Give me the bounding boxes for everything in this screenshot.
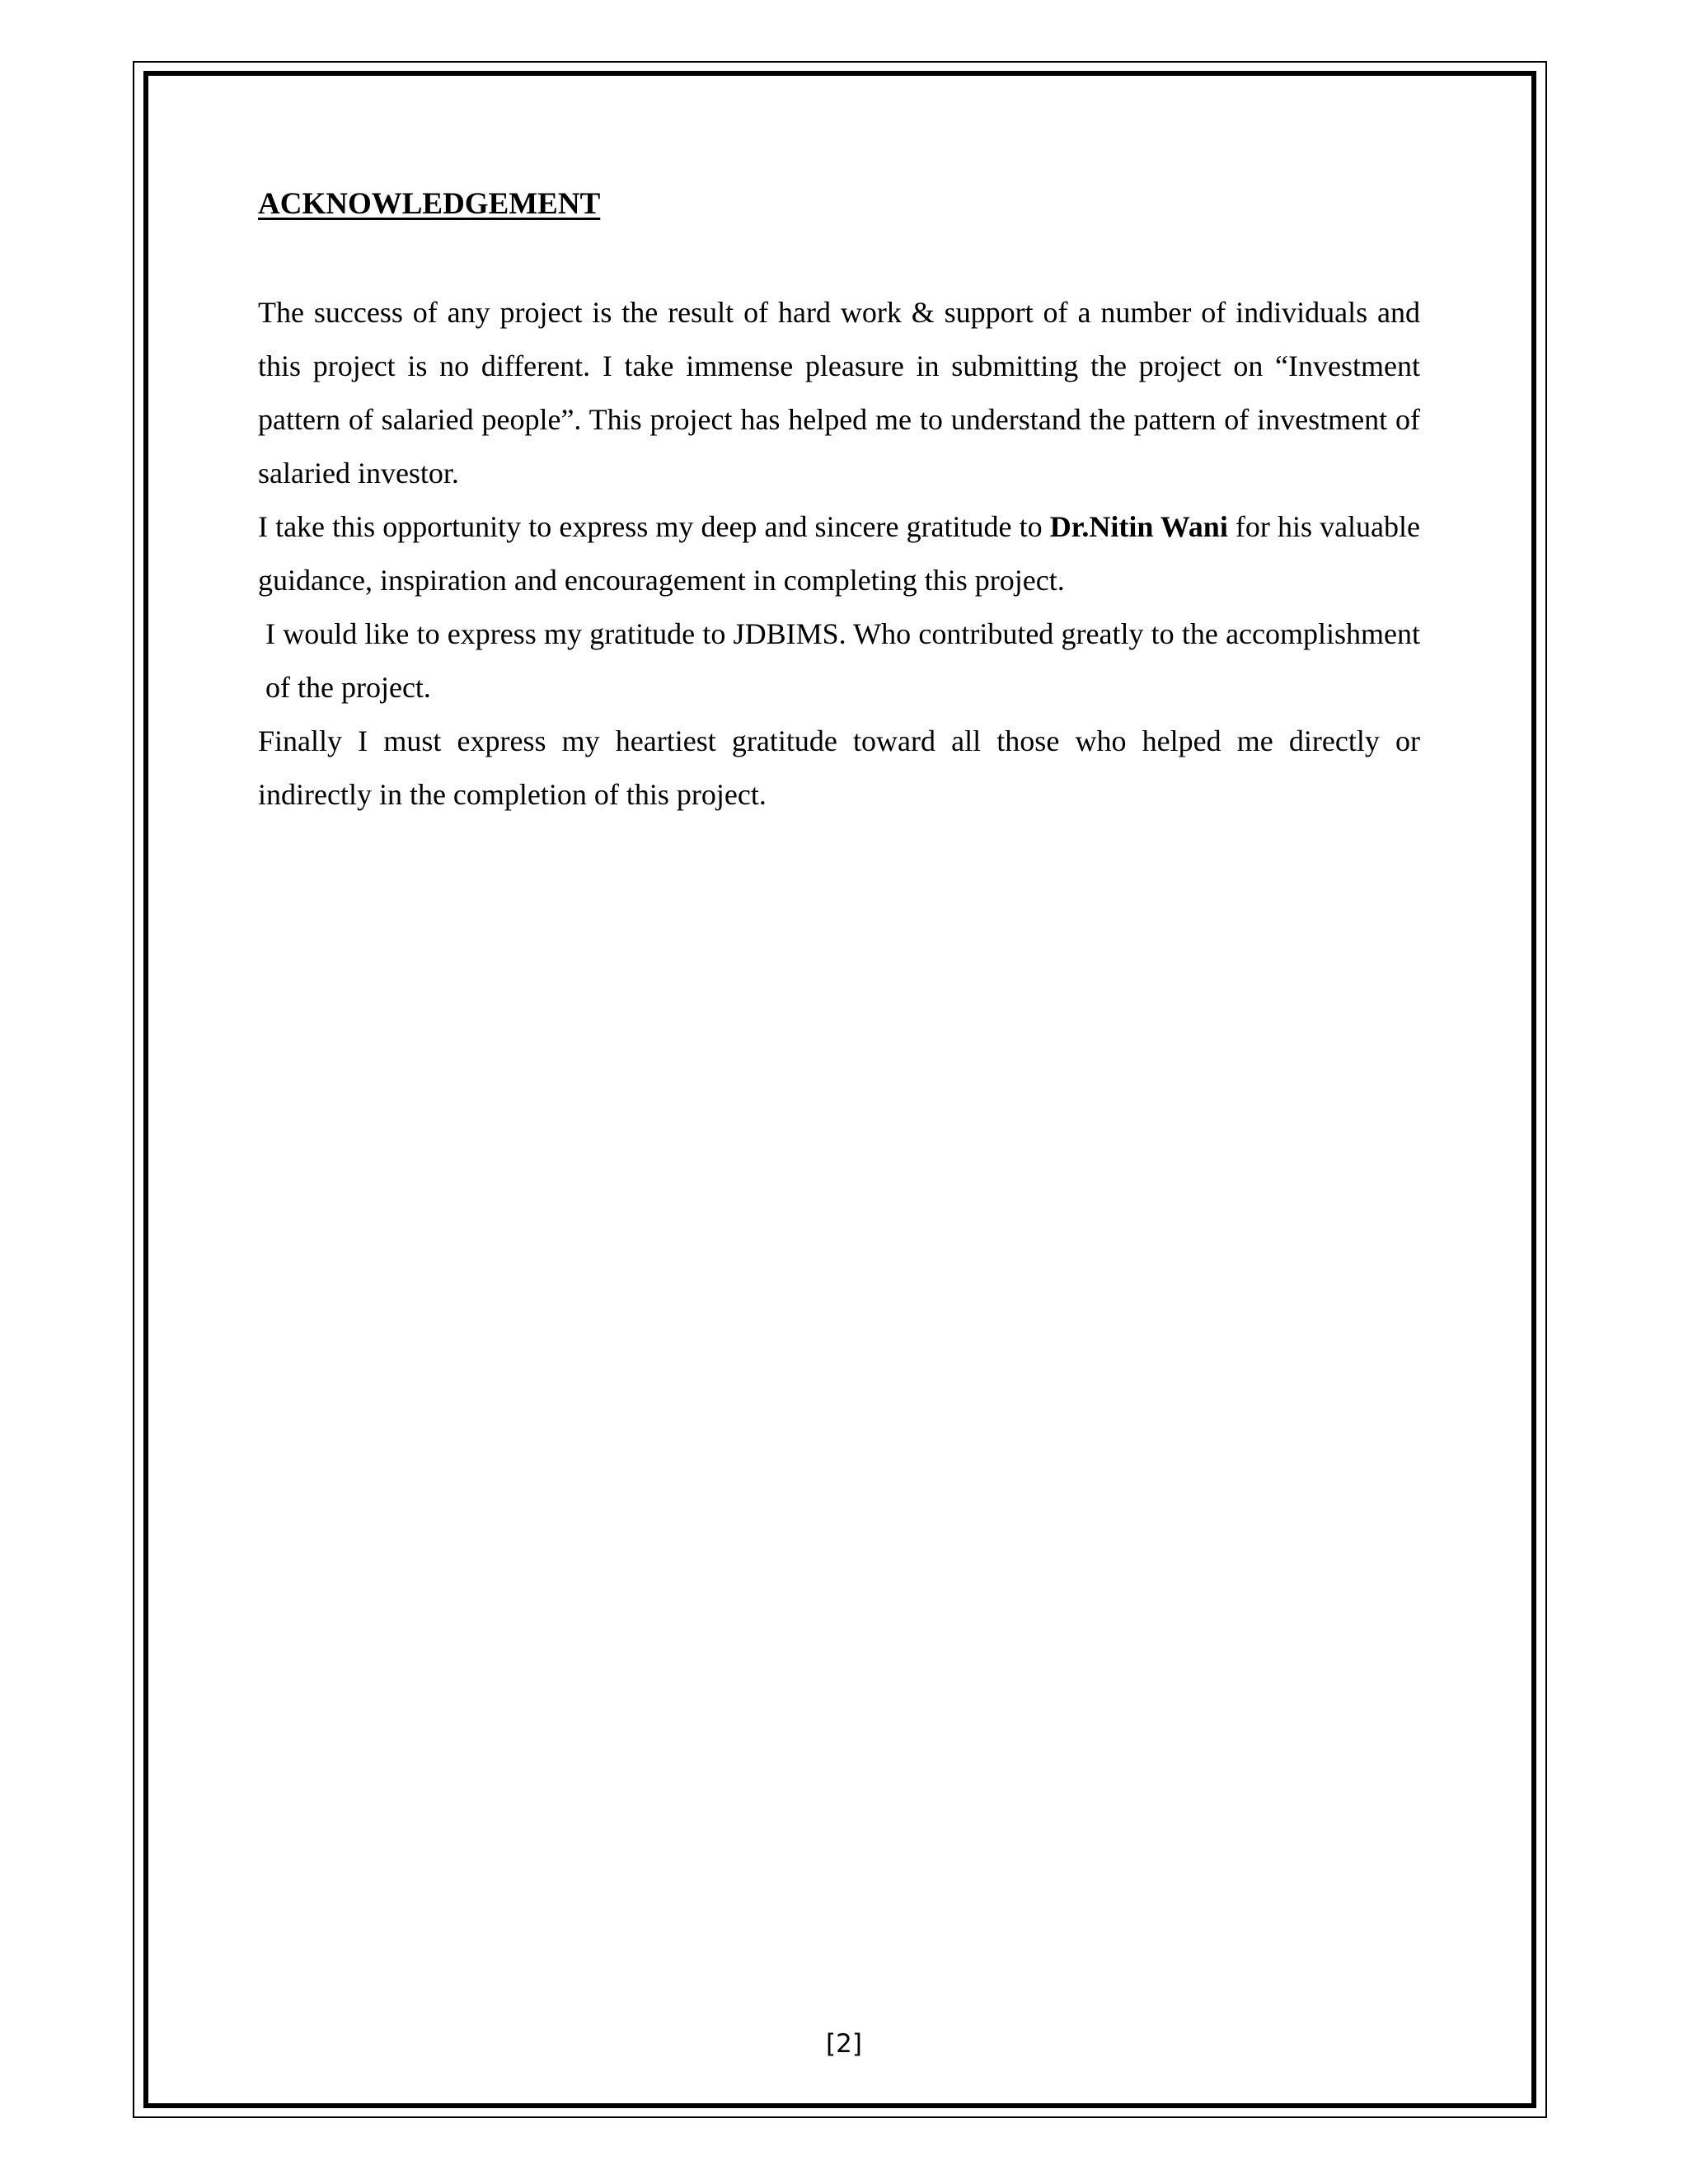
- paragraph-closing: Finally I must express my heartiest gratitude toward all those who helped me directly or indirectly in the completion of this project.: [258, 724, 1420, 811]
- paragraph-intro: The success of any project is the result of hard work & support of a number of individuals and this project is no different. I take immense pleasure in submitting the project on “Investment pattern of salaried people”. This project has helped me to understand the pattern of investment of salaried investor.: [258, 296, 1420, 490]
- paragraph-gratitude-institute: I would like to express my gratitude to JDBIMS. Who contributed greatly to the accomplishment of the project.: [265, 617, 1420, 704]
- paragraph-gratitude-guide-text-before: I take this opportunity to express my deep and sincere gratitude to: [258, 510, 1050, 543]
- page-number: [2]: [826, 2029, 862, 2059]
- document-body: [258, 183, 1420, 822]
- paragraph-gratitude-guide: [258, 500, 1420, 607]
- guide-name: Dr.Nitin Wani: [1049, 510, 1228, 543]
- page-title: ACKNOWLEDGEMENT: [258, 187, 601, 221]
- paragraph-gratitude-guide-text-after: for his valuable guidance, inspiration and encouragement in completing this project.: [258, 510, 1421, 597]
